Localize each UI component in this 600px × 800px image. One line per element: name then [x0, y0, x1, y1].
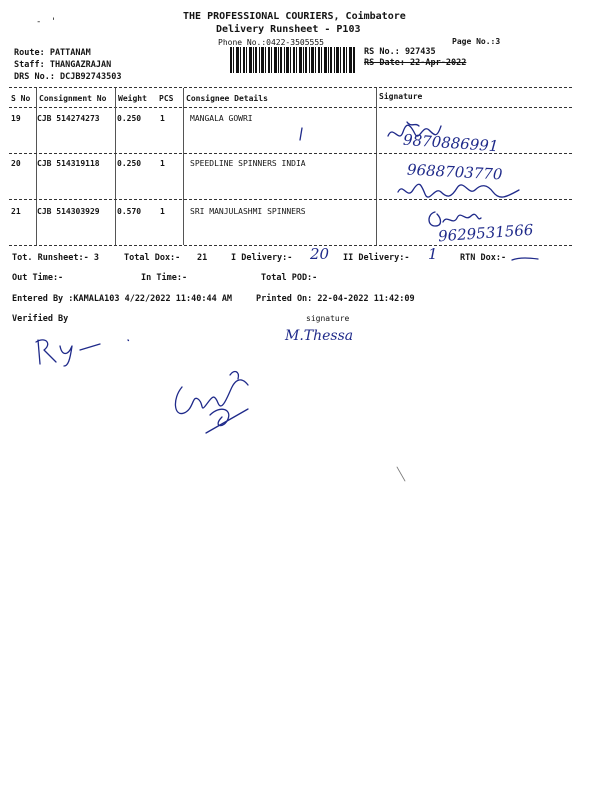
table-cell-consignment: CJB 514319118 — [37, 159, 100, 168]
ii-delivery-label: II Delivery:- — [343, 253, 410, 263]
rtn-dox-label: RTN Dox:- — [460, 253, 507, 263]
table-cell-sno: 21 — [11, 207, 21, 216]
col-signature: Signature — [379, 92, 423, 101]
rtn-dox-dash — [510, 255, 540, 263]
table-cell-sno: 19 — [11, 114, 21, 123]
verified-by-label: Verified By — [12, 314, 69, 324]
document-title: Delivery Runsheet - P103 — [216, 24, 361, 35]
total-dox-value: 21 — [197, 253, 208, 263]
col-weight: Weight — [118, 94, 147, 103]
table-cell-pcs: 1 — [160, 207, 165, 216]
in-time-label: In Time:- — [141, 273, 188, 283]
total-dox-label: Total Dox:- — [124, 253, 181, 263]
signature-phone-20: 9688703770 — [406, 160, 503, 184]
table-cell-consignee: MANGALA GOWRI — [190, 114, 253, 123]
total-pod-label: Total POD:- — [261, 273, 318, 283]
table-bottom-rule — [9, 245, 572, 246]
row-divider — [9, 199, 572, 200]
signature-name: M.Thessa — [285, 328, 354, 344]
staff-label: Staff: THANGAZRAJAN — [14, 60, 112, 70]
table-cell-sno: 20 — [11, 159, 21, 168]
stray-tick-mark — [296, 126, 306, 142]
table-top-rule — [9, 87, 572, 88]
signature-label: signature — [306, 314, 350, 323]
table-cell-weight: 0.570 — [117, 207, 142, 216]
corner-mark: - ' — [36, 17, 59, 27]
table-cell-pcs: 1 — [160, 114, 165, 123]
col-consignee: Consignee Details — [186, 94, 268, 103]
verified-signature-scribble — [30, 332, 110, 368]
i-delivery-label: I Delivery:- — [231, 253, 293, 263]
table-cell-consignee: SRI MANJULASHMI SPINNERS — [190, 207, 306, 216]
rs-date: RS Date: 22-Apr-2022 — [364, 58, 467, 68]
table-cell-consignee: SPEEDLINE SPINNERS INDIA — [190, 159, 306, 168]
stray-dot — [125, 337, 131, 343]
table-cell-consignment: CJB 514274273 — [37, 114, 100, 123]
table-header-rule — [9, 107, 572, 108]
col-divider — [115, 88, 116, 245]
col-divider — [183, 88, 184, 245]
table-cell-weight: 0.250 — [117, 159, 142, 168]
phone-number: Phone No.:0422-3505555 — [218, 38, 324, 47]
signature-phone-19: 9870886991 — [402, 130, 499, 156]
col-consignment: Consignment No — [39, 94, 107, 103]
signature-phone-21: 9629531566 — [437, 220, 534, 246]
barcode — [230, 47, 355, 73]
i-delivery-value: 20 — [310, 245, 330, 263]
stray-mark-lower — [395, 465, 409, 485]
mid-page-signature — [170, 365, 265, 440]
total-runsheet: Tot. Runsheet:- 3 — [12, 253, 99, 263]
route-label: Route: PATTANAM — [14, 48, 91, 58]
table-cell-consignment: CJB 514303929 — [37, 207, 100, 216]
company-name: THE PROFESSIONAL COURIERS, Coimbatore — [183, 11, 406, 22]
col-pcs: PCS — [159, 94, 174, 103]
table-cell-weight: 0.250 — [117, 114, 142, 123]
entered-by: Entered By :KAMALA103 4/22/2022 11:40:44 AM — [12, 294, 233, 304]
col-divider — [376, 88, 377, 245]
table-cell-pcs: 1 — [160, 159, 165, 168]
rs-number: RS No.: 927435 — [364, 47, 436, 57]
row-divider — [9, 153, 572, 154]
printed-on: Printed On: 22-04-2022 11:42:09 — [256, 294, 415, 304]
page-number: Page No.:3 — [452, 37, 501, 46]
col-sno: S No — [11, 94, 31, 103]
ii-delivery-value: 1 — [428, 245, 438, 263]
drs-number: DRS No.: DCJB92743503 — [14, 72, 122, 82]
out-time-label: Out Time:- — [12, 273, 64, 283]
